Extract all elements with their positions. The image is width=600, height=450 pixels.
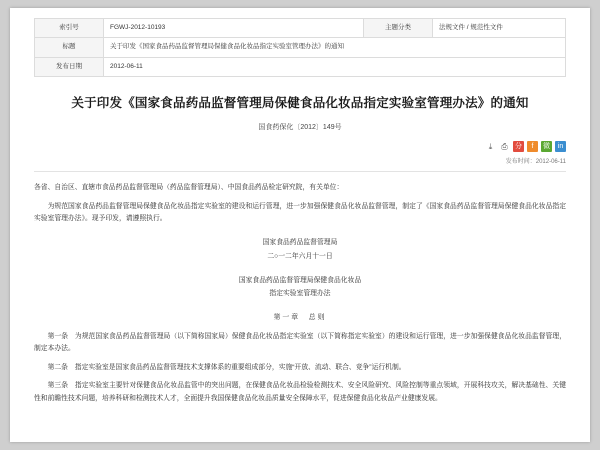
bottom-spacer xyxy=(34,411,566,425)
regulation-heading-line2: 指定实验室管理办法 xyxy=(269,290,331,298)
issuing-date: 二○一二年六月十一日 xyxy=(267,252,333,260)
article-2: 第二条 指定实验室是国家食品药品监督管理技术支撑体系的重要组成部分，实施“开放、流动、联合、竞争”运行机制。 xyxy=(47,363,406,371)
share-red-icon[interactable]: 分 xyxy=(515,143,522,151)
category-label: 主题分类 xyxy=(364,19,433,38)
table-row xyxy=(35,57,566,76)
article-1: 第一条 为规范国家食品药品监督管理局（以下简称国家局）保健食品化妆品指定实验室（以下简称指定实验室）的建设和运行管理，进一步加强保健食品化妆品监督管理，制定本办法。 xyxy=(34,332,566,353)
download-icon[interactable]: ⤓ xyxy=(488,141,493,151)
date-value: 2012-06-11 xyxy=(104,57,566,76)
signature-block xyxy=(34,236,566,263)
document-number: 国食药保化〔2012〕149号 xyxy=(258,124,342,132)
date-label: 发布日期 xyxy=(35,57,104,76)
intro-paragraph: 为规范国家食品药品监督管理局保健食品化妆品指定实验室的建设和运行管理，进一步加强保健食品化妆品监督管理，制定了《国家食品药品监督管理局保健食品化妆品指定实验室管理办法》。现予印发，请遵照执行。 xyxy=(34,202,566,223)
index-label: 索引号 xyxy=(35,19,104,38)
share-blue-icon[interactable]: in xyxy=(555,141,566,152)
category-value: 法规文件 / 规范性文件 xyxy=(433,19,566,38)
salutation: 各省、自治区、直辖市食品药品监督管理局（药品监督管理局）、中国食品药品检定研究院，有关单位： xyxy=(34,184,344,192)
article-3: 第三条 指定实验室主要针对保健食品化妆品监管中的突出问题，在保健食品化妆品检验检测技术、安全风险研究、风险控制等重点领域，开展科技攻关，解决基础性、关键性和前瞻性技术问题，培养科研和检测技术人才，全面提升我国保健食品化妆品质量安全保障水平，促进保健食品化妆品产业健康发展。 xyxy=(34,382,566,402)
document-body xyxy=(34,182,566,425)
share-green-icon[interactable]: 微 xyxy=(543,143,550,151)
publish-date: 发布时间：2012-06-11 xyxy=(505,159,566,166)
issuing-authority: 国家食品药品监督管理局 xyxy=(262,239,338,246)
share-toolbar xyxy=(34,141,566,152)
document-page xyxy=(10,8,590,442)
index-value: FGWJ-2012-10193 xyxy=(104,19,364,38)
divider xyxy=(34,171,566,172)
share-orange-icon[interactable]: f xyxy=(527,141,538,152)
title-label: 标题 xyxy=(35,38,104,57)
title-value: 关于印发《国家食品药品监督管理局保健食品化妆品指定实验室管理办法》的通知 xyxy=(104,38,566,57)
table-row xyxy=(35,38,566,57)
table-row xyxy=(35,19,566,38)
print-icon[interactable]: ⎙ xyxy=(501,141,508,151)
chapter-heading: 第一章 总则 xyxy=(273,314,327,321)
page-title: 关于印发《国家食品药品监督管理局保健食品化妆品指定实验室管理办法》的通知 xyxy=(71,96,529,111)
document-inner xyxy=(10,8,590,425)
regulation-heading xyxy=(34,275,566,301)
regulation-heading-line1: 国家食品药品监督管理局保健食品化妆品 xyxy=(238,277,362,285)
metadata-table xyxy=(34,18,566,77)
